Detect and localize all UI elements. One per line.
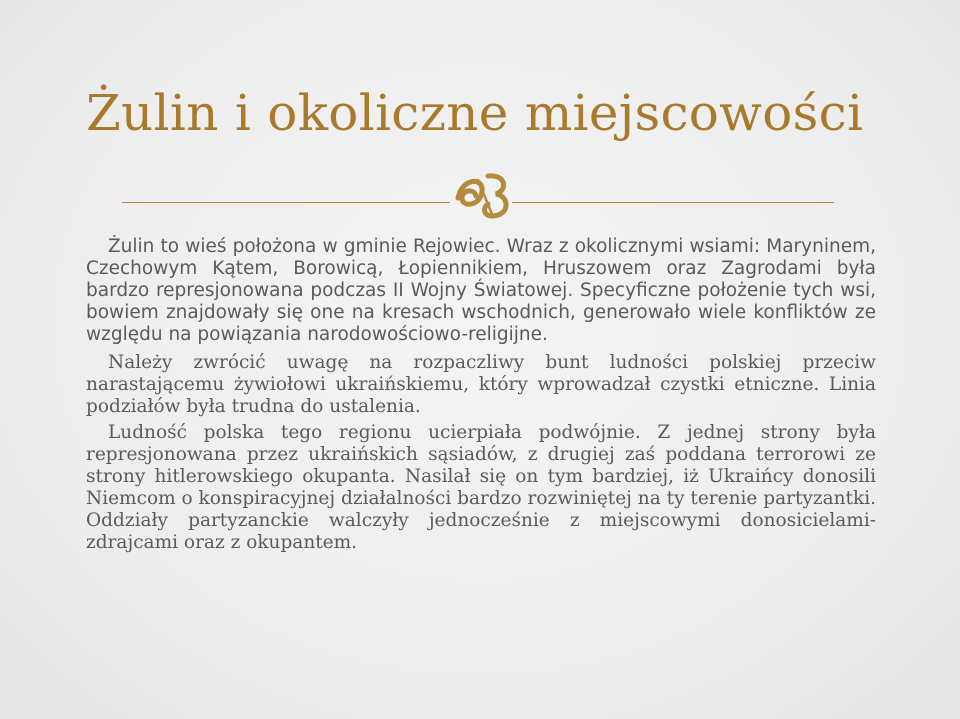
paragraph-1: Żulin to wieś położona w gminie Rejowiec. Wraz z okolicznymi wsiami: Maryninem, Czechowym Kątem, Borowicą, Łopiennikiem, Hruszowem oraz Zagrodami była bardzo represjonowana podczas II Wojny Światowej. Specyficzne położenie tych wsi, bowiem znajdowały się one na kresach wschodnich, generowało wiele konfliktów ze względu na powiązania narodowościowo-religijne.: [86, 236, 876, 345]
slide-body: [86, 236, 876, 554]
fleuron-ornament-icon: [448, 168, 518, 224]
divider-right: [512, 202, 834, 203]
paragraph-3: Ludność polska tego regionu ucierpiała podwójnie. Z jednej strony była represjonowana przez ukraińskich sąsiadów, z drugiej zaś poddana terrorowi ze strony hitlerowskiego okupanta. Nasilał się on tym bardziej, iż Ukraińcy donosili Niemcom o konspiracyjnej działalności bardzo rozwiniętej na ty terenie partyzantki. Oddziały partyzanckie walczyły jednocześnie z miejscowymi donosicielami-zdrajcami oraz z okupantem.: [86, 422, 876, 553]
divider-left: [122, 202, 450, 203]
paragraph-2: Należy zwrócić uwagę na rozpaczliwy bunt ludności polskiej przeciw narastającemu żywiołowi ukraińskiemu, który wprowadzał czystki etniczne. Linia podziałów była trudna do ustalenia.: [86, 352, 876, 417]
slide-title: Żulin i okoliczne miejscowości: [86, 84, 864, 142]
